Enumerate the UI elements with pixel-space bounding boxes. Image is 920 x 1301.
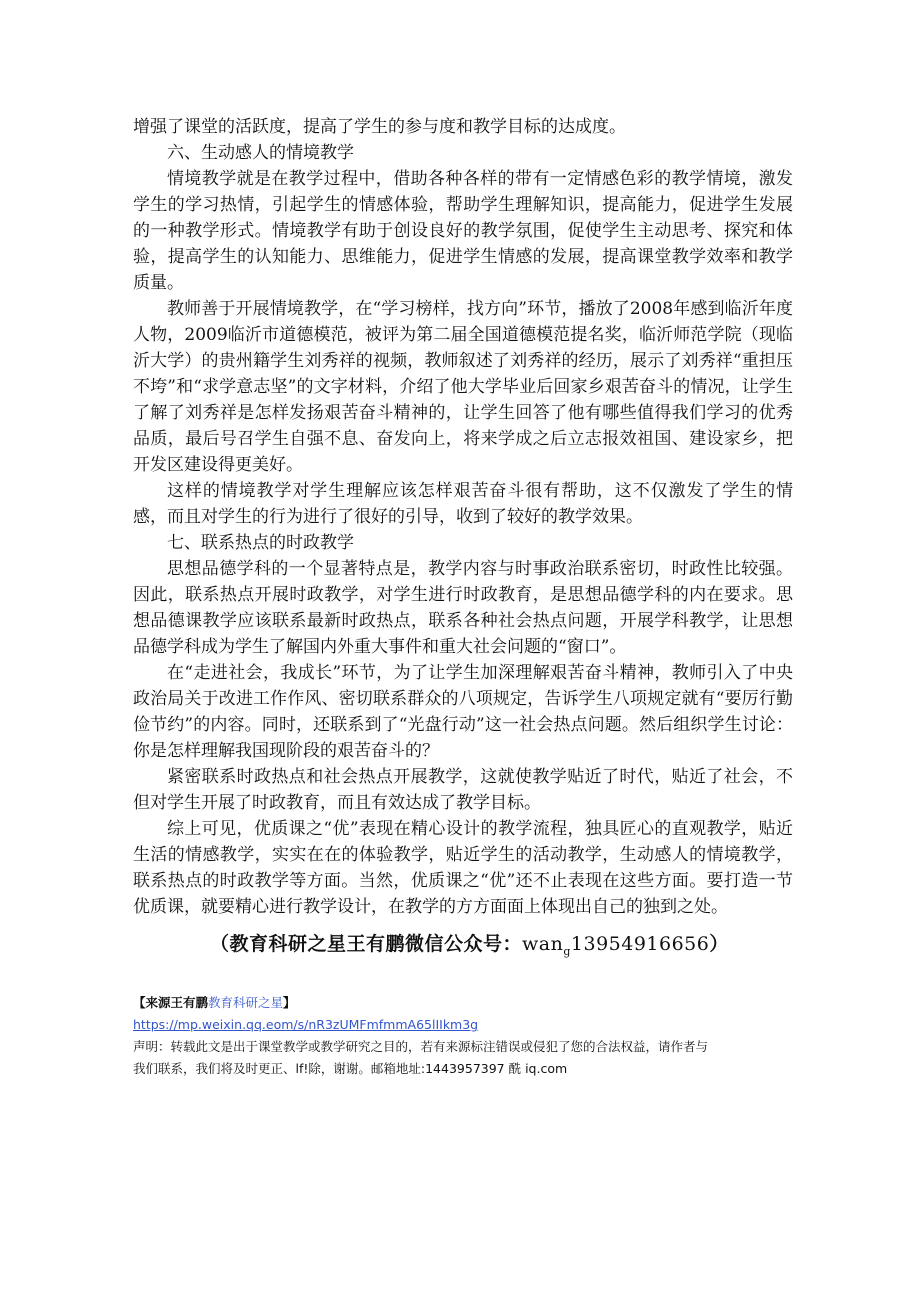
credit-id-a: wan: [522, 933, 564, 955]
credit-prefix: （教育科研之星王有鹏微信公众号：: [210, 933, 523, 955]
paragraph: 思想品德学科的一个显著特点是，教学内容与时事政治联系密切，时政性比较强。因此，联系热点开展时政教学，对学生进行时政教育，是思想品德学科的内在要求。思想品德课教学应该联系最新时政热点，联系各种社会热点问题，开展学科教学，让思想品德学科成为学生了解国内外重大事件和重大社会问题的“窗口”。: [133, 559, 793, 657]
section-heading-6: 六、生动感人的情境教学: [167, 143, 354, 163]
paragraph: 情境教学就是在教学过程中，借助各种各样的带有一定情感色彩的教学情境，激发学生的学习热情，引起学生的情感体验，帮助学生理解知识，提高能力，促进学生发展的一种教学形式。情境教学有助于创设良好的教学氛围，促使学生主动思考、探究和体验，提高学生的认知能力、思维能力，促进学生情感的发展，提高课堂教学效率和教学质量。: [133, 169, 793, 293]
paragraph: 综上可见，优质课之“优”表现在精心设计的教学流程，独具匠心的直观教学，贴近生活的情感教学，实实在在的体验教学，贴近学生的活动教学，生动感人的情境教学，联系热点的时政教学等方面。当然，优质课之“优”还不止表现在这些方面。要打造一节优质课，就要精心进行教学设计，在教学的方方面面上体现出自己的独到之处。: [133, 819, 793, 917]
section-heading-7: 七、联系热点的时政教学: [167, 533, 354, 553]
paragraph: 增强了课堂的活跃度，提高了学生的参与度和教学目标的达成度。: [133, 117, 626, 137]
source-prefix: 【来源王有鹏: [133, 995, 209, 1010]
paragraph: 紧密联系时政热点和社会热点开展教学，这就使教学贴近了时代，贴近了社会，不但对学生开展了时政教育，而且有效达成了教学目标。: [133, 767, 793, 813]
article-body: [133, 114, 793, 920]
source-suffix: 】: [283, 995, 296, 1010]
paragraph: 这样的情境教学对学生理解应该怎样艰苦奋斗很有帮助，这不仅激发了学生的情感，而且对学生的行为进行了很好的引导，收到了较好的教学效果。: [133, 481, 793, 527]
declaration-line-2: 我们联系，我们将及时更正、lf!除，谢谢。邮箱地址:1443957397 酰 iq.com: [133, 1061, 568, 1076]
source-line: [133, 992, 793, 1014]
declaration-line-1: 声明：转载此文是出于课堂教学或教学研究之目的，若有来源标注错误或侵犯了您的合法权益，请作者与: [133, 1039, 709, 1054]
source-highlight: 教育科研之星: [208, 995, 284, 1010]
footer: [133, 992, 793, 1080]
credit-id-sub: g: [563, 944, 571, 958]
paragraph: 在“走进社会，我成长”环节，为了让学生加深理解艰苦奋斗精神，教师引入了中央政治局关于改进工作作风、密切联系群众的八项规定，告诉学生八项规定就有“要厉行勤俭节约”的内容。同时，还联系到了“光盘行动”这一社会热点问题。然后组织学生讨论：你是怎样理解我国现阶段的艰苦奋斗的？: [133, 663, 793, 761]
author-credit: [210, 930, 770, 966]
paragraph: 教师善于开展情境教学，在“学习榜样，找方向”环节，播放了2008年感到临沂年度人物，2009临沂市道德模范，被评为第二届全国道德模范提名奖，临沂师范学院（现临沂大学）的贵州籍学生刘秀祥的视频，教师叙述了刘秀祥的经历，展示了刘秀祥“重担压不垮”和“求学意志坚”的文字材料，介绍了他大学毕业后回家乡艰苦奋斗的情况，让学生了解了刘秀祥是怎样发扬艰苦奋斗精神的，让学生回答了他有哪些值得我们学习的优秀品质，最后号召学生自强不息、奋发向上，将来学成之后立志报效祖国、建设家乡，把开发区建设得更美好。: [133, 299, 793, 475]
credit-id-b: 13954916656: [570, 933, 710, 955]
credit-suffix: ）: [709, 933, 729, 955]
source-link[interactable]: https://mp.weixin.qq.eom/s/nR3zUMFmfmmA65lIIkm3g: [133, 1017, 479, 1032]
